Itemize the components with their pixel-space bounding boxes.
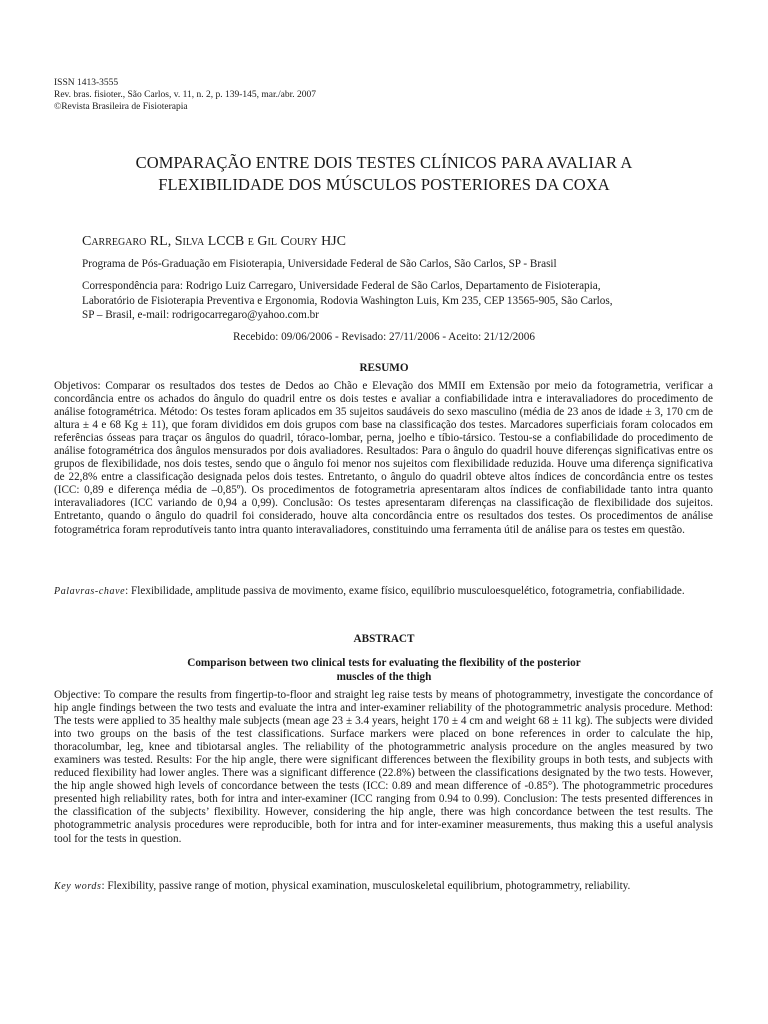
title-line-2: FLEXIBILIDADE DOS MÚSCULOS POSTERIORES DA COXA: [158, 175, 610, 194]
abstract-subtitle-line-2: muscles of the thigh: [336, 671, 432, 683]
resumo-text: Objetivos: Comparar os resultados dos testes de Dedos ao Chão e Elevação dos MMII em Extensão por meio da fotogrametria, verificar a concordância entre os achados do ângulo do quadril entre os dois testes e avaliar a confiabilidade intra e interavaliadores do procedimento de análise fotogramétrica. Método: Os testes foram aplicados em 35 sujeitos saudáveis do sexo masculino (média de 23 anos de idade ± 3, 170 cm de altura ± 4 e 68 Kg ± 11), que foram divididos em dois grupos com base na classificação dos testes. Marcadores superficiais foram colocados em referências ósseas para traçar os ângulos do quadril, tóraco-lombar, perna, joelho e tíbio-társico. Testou-se a confiabilidade do procedimento de análise fotogramétrica dos ângulos mensurados por dois avaliadores. Resultados: Para o ângulo do quadril houve diferenças significativas entre os grupos de flexibilidade, nos dois testes, sendo que o ângulo foi menor nos sujeitos com flexibilidade reduzida. Houve uma diferença significativa de 22,8% entre a classificação designada pelos dois testes. Entretanto, o ângulo do quadril obteve altos índices de concordância entre os testes (ICC: 0,89 e diferença média de –0,85º). Os procedimentos de fotogrametria apresentaram altos índices de confiabilidade tanto intra quanto interavaliadores (ICC variando de 0,94 a 0,99). Conclusão: Os testes apresentaram diferenças na classificação de flexibilidade dos sujeitos. Entretanto, quando o ângulo do quadril foi considerado, houve alta concordância entre os resultados dos testes. Os procedimentos de análise fotogramétrica foram reprodutíveis tanto intra quanto interavaliadores, constituindo uma ferramenta útil de análise para os testes em questão.: [54, 380, 713, 536]
author-3-surname: Gil Coury: [253, 234, 318, 249]
author-2-initials: LCCB: [204, 234, 248, 249]
palavras-chave-text: : Flexibilidade, amplitude passiva de movimento, exame físico, equilíbrio musculoesquelético, fotogrametria, confiabilidade.: [125, 585, 685, 597]
citation: Rev. bras. fisioter., São Carlos, v. 11, n. 2, p. 139-145, mar./abr. 2007: [54, 90, 317, 100]
affiliation: Programa de Pós-Graduação em Fisioterapia, Universidade Federal de São Carlos, São Carlos, SP - Brasil: [82, 258, 557, 270]
correspondence-line-3: SP – Brasil, e-mail: rodrigocarregaro@yahoo.com.br: [82, 309, 319, 321]
author-2-surname: Silva: [174, 234, 205, 249]
palavras-chave: [54, 585, 713, 598]
journal-header: [54, 77, 316, 113]
resumo-heading: RESUMO: [359, 362, 409, 374]
correspondence: [82, 279, 712, 323]
abstract-text: Objective: To compare the results from fingertip-to-floor and straight leg raise tests by means of photogrammetry, investigate the concordance of hip angle findings between the two tests and evaluate the intra and inter-examiner reliability of the photogrammetric analysis procedure. Method: The tests were applied to 35 healthy male subjects (mean age 23 ± 3.4 years, height 170 ± 4 cm and weight 68 ± 11 kg). The subjects were divided into two groups on the basis of the test classifications. Surface markers were placed on bone references in order to calculate the hip, thoracolumbar, leg, knee and tibiotarsal angles. The reliability of the photogrammetric analysis procedure on the angles measured by two examiners was tested. Results: For the hip angle, there were significant differences between the flexibility groups in both tests, and subjects with reduced flexibility had lower angles. There was a significant difference (22.8%) between the classifications designated by the two tests. However, the hip angle showed high levels of concordance between the tests (ICC: 0.89 and mean difference of -0.85°). The photogrammetric procedures presented high reliability rates, both for intra and inter-examiner (ICC ranging from 0.94 to 0.99). Conclusion: The tests presented differences in the classification of the subjects’ flexibility. However, considering the hip angle, there was high concordance between the test results. The photogrammetric analysis procedures were reproducible, both for intra and for inter-examiner measurements, thus making this a useful analysis tool for the tests in question.: [54, 689, 713, 845]
correspondence-line-1: Correspondência para: Rodrigo Luiz Carregaro, Universidade Federal de São Carlos, Departamento de Fisioterapia,: [82, 280, 601, 292]
authors: [82, 233, 346, 251]
author-3-initials: HJC: [317, 234, 346, 249]
correspondence-line-2: Laboratório de Fisioterapia Preventiva e Ergonomia, Rodovia Washington Luis, Km 235, CEP 13565-905, São Carlos,: [82, 294, 613, 307]
author-1-surname: Carregaro: [82, 234, 147, 249]
author-separator: e: [247, 234, 254, 249]
title-line-1: COMPARAÇÃO ENTRE DOIS TESTES CLÍNICOS PARA AVALIAR A: [135, 153, 633, 172]
abstract-subtitle-line-1: Comparison between two clinical tests for evaluating the flexibility of the posterior: [187, 657, 581, 669]
paper-title: [54, 152, 714, 196]
issn: ISSN 1413-3555: [54, 78, 119, 88]
key-words-label: Key words: [54, 881, 102, 892]
copyright: ©Revista Brasileira de Fisioterapia: [54, 102, 188, 112]
received-dates: Recebido: 09/06/2006 - Revisado: 27/11/2006 - Aceito: 21/12/2006: [233, 331, 535, 343]
palavras-chave-label: Palavras-chave: [54, 586, 126, 597]
abstract-heading: ABSTRACT: [353, 633, 415, 645]
abstract-subtitle: [54, 656, 714, 684]
key-words-text: : Flexibility, passive range of motion, physical examination, musculoskeletal equilibrium, photogrammetry, reliability.: [101, 880, 631, 892]
author-1-initials: RL,: [146, 234, 175, 249]
key-words: [54, 880, 713, 893]
